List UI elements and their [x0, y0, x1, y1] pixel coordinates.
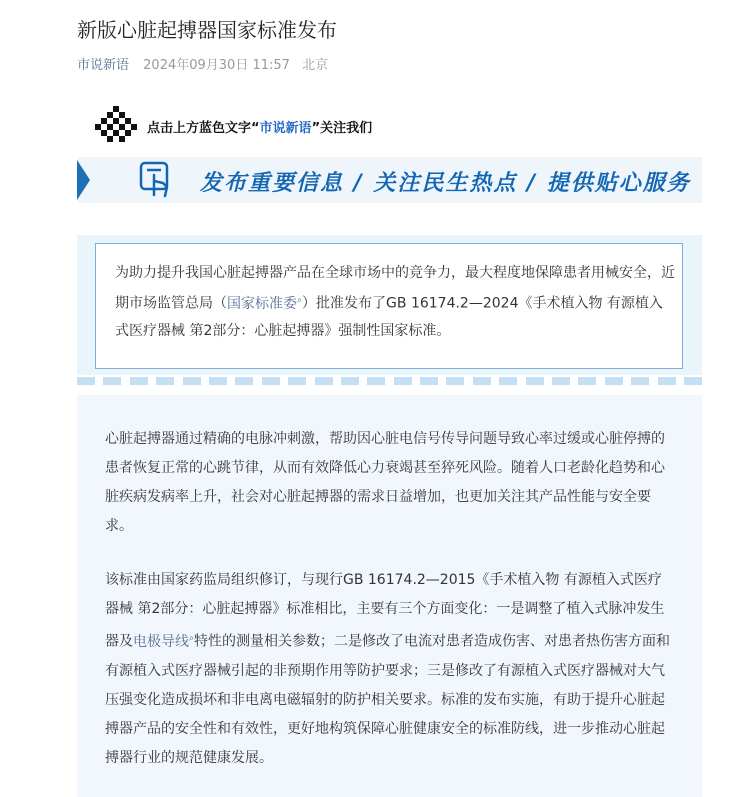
- slogan-banner: [77, 157, 702, 203]
- search-icon: ⌕: [189, 633, 195, 643]
- publish-location: 北京: [302, 58, 329, 73]
- article-title: 新版心脏起搏器国家标准发布: [77, 18, 337, 42]
- intro-text: 为助力提升我国心脏起搏器产品在全球市场中的竞争力，最大程度地保障患者用械安全，近期市场监管总局（国家标准委⌕）批准发布了GB 16174.2—2024《手术植入物 有源植入式医疗器械 第2部分：心脏起搏器》强制性国家标准。: [115, 265, 675, 339]
- hand-touch-icon: [139, 161, 177, 199]
- follow-prompt: [95, 106, 372, 146]
- paragraph-2: 该标准由国家药监局组织修订，与现行GB 16174.2—2015《手术植入物 有源植入式医疗器械 第2部分：心脏起搏器》标准相比，主要有三个方面变化：一是调整了植入式脉冲发生器及电极导线⌕特性的测量相关参数；二是修改了电流对患者造成伤害、对患者热伤害方面和有源植入式医疗器械引起的非预期作用等防护要求；三是修改了有源植入式医疗器械对大气压强变化造成损坏和非电离电磁辐射的防护相关要求。标准的发布实施，有助于提升心脏起搏器产品的安全性和有效性，更好地构筑保障心脏健康安全的标准防线，进一步推动心脏起搏器行业的规范健康发展。: [105, 572, 671, 766]
- follow-text: 点击上方蓝色文字“市说新语”关注我们: [147, 120, 373, 136]
- pixel-logo-icon: [95, 106, 139, 146]
- banner-slogan: 发布重要信息 / 关注民生热点 / 提供贴心服务: [200, 171, 691, 196]
- follow-account-link[interactable]: 市说新语: [259, 120, 312, 136]
- dashed-divider: [77, 377, 702, 385]
- article-meta: [77, 54, 328, 73]
- electrode-lead-link[interactable]: 电极导线⌕: [133, 633, 195, 650]
- search-icon: ⌕: [297, 295, 303, 305]
- publish-date: 2024年09月30日 11:57: [143, 58, 290, 73]
- banner-arrow-icon: [77, 160, 90, 200]
- standard-committee-link[interactable]: 国家标准委⌕: [227, 295, 303, 312]
- author-link[interactable]: 市说新语: [77, 58, 130, 73]
- paragraph-1: 心脏起搏器通过精确的电脉冲刺激，帮助因心脏电信号传导问题导致心率过缓或心脏停搏的患者恢复正常的心跳节律，从而有效降低心力衰竭甚至猝死风险。随着人口老龄化趋势和心脏疾病发病率上升，社会对心脏起搏器的需求日益增加，也更加关注其产品性能与安全要求。: [105, 431, 665, 534]
